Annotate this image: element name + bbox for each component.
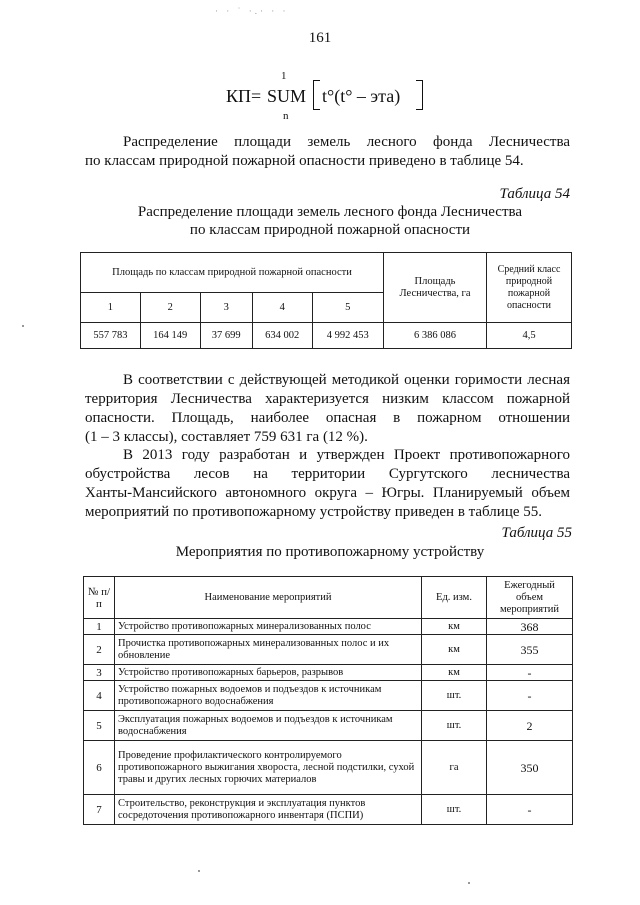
table54-avg-header: Средний класс природной пожарной опасности xyxy=(487,253,572,323)
table54-class-value: 557 783 xyxy=(81,323,141,349)
row-unit: шт. xyxy=(422,795,487,825)
intro-line-1: Распределение площади земель лесного фонда Лесничества xyxy=(123,134,570,150)
row-volume: 350 xyxy=(487,741,573,795)
paragraph3-line-4: мероприятий по противопожарному устройству приведен в таблице 55. xyxy=(85,504,543,520)
table-row xyxy=(84,619,573,635)
row-unit: км xyxy=(422,635,487,665)
row-unit: км xyxy=(422,665,487,681)
row-volume: - xyxy=(487,795,573,825)
row-volume: - xyxy=(487,665,573,681)
table54-caption: Таблица 54 xyxy=(499,186,570,202)
paragraph3-line-2: обустройства лесов на территории Сургутского лесничества xyxy=(85,466,570,482)
table54-title xyxy=(90,203,570,239)
paragraph2-line-1: В соответствии с действующей методикой оценки горимости лесная xyxy=(123,372,570,388)
scan-speck xyxy=(468,882,470,884)
row-name: Проведение профилактического контролируемого противопожарного выжигания хвороста, лесной подстилки, сухой травы и других лесных горючих материалов xyxy=(115,741,422,795)
formula-inner: t°(t° – эта) xyxy=(322,86,401,106)
row-num: 4 xyxy=(84,681,115,711)
paragraph-2 xyxy=(85,371,570,447)
scan-speck xyxy=(22,325,24,327)
row-num: 1 xyxy=(84,619,115,635)
row-unit: шт. xyxy=(422,711,487,741)
row-name: Эксплуатация пожарных водоемов и подъездов к источникам водоснабжения xyxy=(115,711,422,741)
row-name: Устройство пожарных водоемов и подъездов к источникам противопожарного водоснабжения xyxy=(115,681,422,711)
table55-title: Мероприятия по противопожарному устройству xyxy=(175,544,485,560)
paragraph3-line-3: Ханты-Мансийского автономного округа – Югры. Планируемый объем xyxy=(85,485,570,501)
table55-header-name: Наименование мероприятий xyxy=(115,577,422,619)
table54-class-value: 634 002 xyxy=(252,323,312,349)
row-unit: шт. xyxy=(422,681,487,711)
table-row xyxy=(84,711,573,741)
table54-class-number: 1 xyxy=(81,293,141,323)
table55-caption: Таблица 55 xyxy=(501,525,572,541)
table-row xyxy=(84,795,573,825)
row-name: Строительство, реконструкция и эксплуатация пунктов сосредоточения противопожарного инвентаря (ПСПИ) xyxy=(115,795,422,825)
table54-class-value: 4 992 453 xyxy=(312,323,383,349)
table54-title-line2: по классам природной пожарной опасности xyxy=(189,222,471,238)
row-volume: - xyxy=(487,681,573,711)
table55-header-unit: Ед. изм. xyxy=(422,577,487,619)
table55-header-num: № п/п xyxy=(84,577,115,619)
table54-area-header: Площадь Лесничества, га xyxy=(384,253,487,323)
table-row xyxy=(84,665,573,681)
formula-sup: 1 xyxy=(281,70,287,82)
paragraph2-line-4: (1 – 3 классы), составляет 759 631 га (12 %). xyxy=(85,429,368,445)
row-name: Устройство противопожарных минерализованных полос xyxy=(115,619,422,635)
table55 xyxy=(83,576,573,825)
row-volume: 355 xyxy=(487,635,573,665)
table54-avg-value: 4,5 xyxy=(487,323,572,349)
row-num: 3 xyxy=(84,665,115,681)
table-row xyxy=(84,681,573,711)
table-row xyxy=(84,635,573,665)
paragraph2-line-2: территория Лесничества характеризуется низким классом пожарной xyxy=(85,391,570,407)
row-volume: 2 xyxy=(487,711,573,741)
table54-class-value: 164 149 xyxy=(140,323,200,349)
table54-class-value: 37 699 xyxy=(200,323,252,349)
row-volume: 368 xyxy=(487,619,573,635)
scan-noise: · · ˙ ·.· · · xyxy=(215,6,289,16)
table54-class-number: 3 xyxy=(200,293,252,323)
table54-group-header: Площадь по классам природной пожарной опасности xyxy=(81,253,384,293)
formula xyxy=(226,70,426,130)
intro-line-2: по классам природной пожарной опасности приведено в таблице 54. xyxy=(85,153,524,169)
row-num: 7 xyxy=(84,795,115,825)
paragraph2-line-3: опасности. Площадь, наиболее опасная в пожарном отношении xyxy=(85,410,570,426)
formula-lhs: КП= xyxy=(226,86,262,106)
intro-paragraph xyxy=(85,133,570,171)
row-num: 5 xyxy=(84,711,115,741)
table54-title-line1: Распределение площади земель лесного фонда Лесничества xyxy=(137,204,523,220)
paragraph3-line-1: В 2013 году разработан и утвержден Проект противопожарного xyxy=(123,447,570,463)
row-unit: га xyxy=(422,741,487,795)
table-row xyxy=(84,741,573,795)
formula-sum: SUM xyxy=(267,86,307,106)
row-name: Прочистка противопожарных минерализованных полос и их обновление xyxy=(115,635,422,665)
table54 xyxy=(80,252,572,349)
table54-class-number: 5 xyxy=(312,293,383,323)
row-unit: км xyxy=(422,619,487,635)
paragraph-3 xyxy=(85,446,570,522)
formula-sub: n xyxy=(283,110,289,122)
table54-area-value: 6 386 086 xyxy=(384,323,487,349)
page-number: 161 xyxy=(308,30,332,46)
table54-class-number: 4 xyxy=(252,293,312,323)
row-num: 2 xyxy=(84,635,115,665)
row-name: Устройство противопожарных барьеров, разрывов xyxy=(115,665,422,681)
scan-speck xyxy=(198,870,200,872)
table55-header-volume: Ежегодный объем мероприятий xyxy=(487,577,573,619)
table54-class-number: 2 xyxy=(140,293,200,323)
row-num: 6 xyxy=(84,741,115,795)
